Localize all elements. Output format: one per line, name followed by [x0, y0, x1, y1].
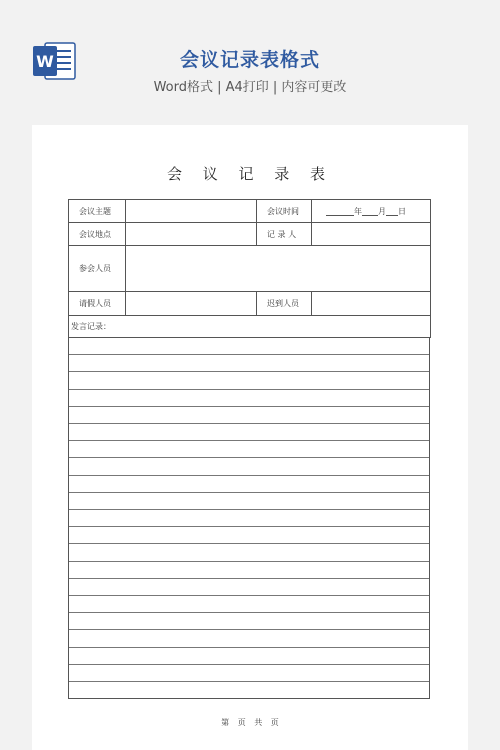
on-leave-label: 请假人员: [69, 292, 126, 316]
ruled-line: [69, 526, 429, 527]
document-page: [32, 125, 468, 750]
ruled-line: [69, 457, 429, 458]
year-blank[interactable]: [326, 207, 354, 216]
ruled-line: [69, 509, 429, 510]
ruled-line: [69, 475, 429, 476]
page-subtitle: Word格式 | A4打印 | 内容可更改: [153, 80, 347, 95]
ruled-line: [69, 647, 429, 648]
month-blank[interactable]: [362, 207, 378, 216]
meeting-topic-field[interactable]: [126, 200, 257, 223]
attendees-label: 参会人员: [69, 246, 126, 292]
late-label: 迟到人员: [257, 292, 312, 316]
ruled-line: [69, 440, 429, 441]
ruled-line: [69, 578, 429, 579]
ruled-line: [69, 389, 429, 390]
ruled-line: [69, 354, 429, 355]
ruled-line: [69, 612, 429, 613]
day-blank[interactable]: [386, 207, 398, 216]
meeting-location-label: 会议地点: [69, 223, 126, 246]
on-leave-field[interactable]: [126, 292, 257, 316]
year-label: 年: [354, 206, 362, 216]
table-row: [69, 200, 431, 223]
svg-text:W: W: [36, 52, 54, 71]
recorder-field[interactable]: [312, 223, 431, 246]
attendees-field[interactable]: [126, 246, 431, 292]
speech-record-lines[interactable]: [68, 337, 430, 699]
meeting-time-label: 会议时间: [257, 200, 312, 223]
table-row: [69, 223, 431, 246]
table-row: [69, 246, 431, 292]
page-title: 会议记录表格式: [179, 49, 320, 71]
page-number: 第 页 共 页: [221, 718, 279, 727]
ruled-line: [69, 406, 429, 407]
ruled-line: [69, 561, 429, 562]
ruled-line: [69, 595, 429, 596]
ruled-line: [69, 664, 429, 665]
meeting-location-field[interactable]: [126, 223, 257, 246]
meeting-time-field[interactable]: [312, 200, 431, 223]
table-row: [69, 292, 431, 316]
late-field[interactable]: [312, 292, 431, 316]
ruled-line: [69, 371, 429, 372]
ruled-line: [69, 423, 429, 424]
meeting-topic-label: 会议主题: [69, 200, 126, 223]
ruled-line: [69, 629, 429, 630]
ruled-line: [69, 543, 429, 544]
month-label: 月: [378, 206, 386, 216]
document-title: 会 议 记 录 表: [166, 165, 334, 183]
day-label: 日: [398, 206, 406, 216]
ruled-line: [69, 492, 429, 493]
table-row: [69, 316, 431, 338]
recorder-label: 记 录 人: [257, 223, 312, 246]
speech-record-label: 发言记录：: [69, 316, 431, 338]
page-header: [0, 0, 500, 125]
meeting-form-table: [68, 199, 431, 338]
ruled-line: [69, 681, 429, 682]
